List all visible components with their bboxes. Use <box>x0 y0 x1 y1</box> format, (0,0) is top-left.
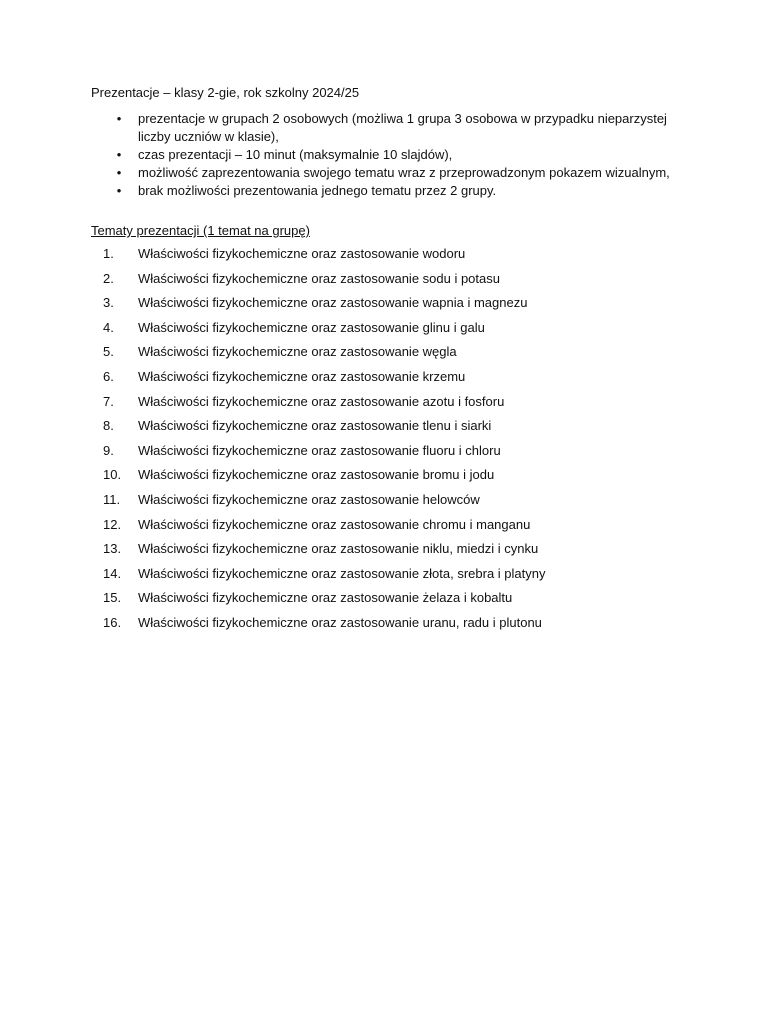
topic-text: Właściwości fizykochemiczne oraz zastosowanie uranu, radu i plutonu <box>138 614 542 630</box>
topic-number: 3. <box>103 295 114 311</box>
topic-number: 14. <box>103 565 122 581</box>
topic-text: Właściwości fizykochemiczne oraz zastosowanie glinu i galu <box>138 319 485 335</box>
topic-item <box>91 294 691 312</box>
topic-text: Właściwości fizykochemiczne oraz zastosowanie żelaza i kobaltu <box>138 590 513 606</box>
document-title: Prezentacje – klasy 2-gie, rok szkolny 2024/25 <box>91 85 360 100</box>
topic-item <box>91 614 691 632</box>
topic-text: Właściwości fizykochemiczne oraz zastosowanie tlenu i siarki <box>138 418 492 434</box>
topic-text: Właściwości fizykochemiczne oraz zastosowanie krzemu <box>138 368 466 384</box>
topic-text: Właściwości fizykochemiczne oraz zastosowanie bromu i jodu <box>138 467 495 483</box>
topics-list <box>91 245 691 632</box>
bullet-icon: • <box>116 165 122 180</box>
topic-text: Właściwości fizykochemiczne oraz zastosowanie wodoru <box>138 246 466 261</box>
topic-number: 13. <box>103 541 122 557</box>
topic-item <box>91 245 691 263</box>
topic-item <box>91 368 691 386</box>
topic-text: Właściwości fizykochemiczne oraz zastosowanie helowców <box>138 491 480 507</box>
topic-number: 4. <box>103 319 114 335</box>
topic-text: Właściwości fizykochemiczne oraz zastosowanie azotu i fosforu <box>138 393 505 409</box>
topic-text: Właściwości fizykochemiczne oraz zastosowanie chromu i manganu <box>138 516 531 532</box>
topic-text: Właściwości fizykochemiczne oraz zastosowanie złota, srebra i platyny <box>138 565 546 581</box>
topic-item <box>91 270 691 288</box>
topic-number: 7. <box>103 393 114 409</box>
bullet-icon: • <box>116 111 122 126</box>
topic-number: 5. <box>103 344 114 360</box>
topic-text: Właściwości fizykochemiczne oraz zastosowanie sodu i potasu <box>138 270 500 286</box>
rule-text: możliwość zaprezentowania swojego tematu wraz z przeprowadzonym pokazem wizualnym, <box>138 165 670 180</box>
topic-item <box>91 516 691 534</box>
rule-item <box>91 110 691 146</box>
rule-item <box>91 146 691 164</box>
topic-item <box>91 540 691 558</box>
rule-text: czas prezentacji – 10 minut (maksymalnie 10 slajdów), <box>138 147 453 162</box>
topic-number: 1. <box>103 246 114 261</box>
rules-list <box>91 110 691 200</box>
rule-text: prezentacje w grupach 2 osobowych (możliwa 1 grupa 3 osobowa w przypadku nieparzystej liczby uczniów w klasie), <box>138 111 667 144</box>
topic-number: 11. <box>103 491 121 507</box>
topic-item <box>91 343 691 361</box>
bullet-icon: • <box>116 183 122 198</box>
topic-item <box>91 565 691 583</box>
topic-item <box>91 393 691 411</box>
topic-item <box>91 417 691 435</box>
document-body <box>91 84 691 639</box>
topic-text: Właściwości fizykochemiczne oraz zastosowanie fluoru i chloru <box>138 442 501 458</box>
topic-item <box>91 589 691 607</box>
topic-item <box>91 442 691 460</box>
topic-text: Właściwości fizykochemiczne oraz zastosowanie węgla <box>138 344 457 360</box>
topic-number: 2. <box>103 270 114 286</box>
bullet-icon: • <box>116 147 122 162</box>
topic-number: 8. <box>103 418 114 434</box>
topic-item <box>91 466 691 484</box>
rule-item <box>91 164 691 182</box>
topic-number: 15. <box>103 590 122 606</box>
topic-number: 9. <box>103 442 114 458</box>
topics-heading: Tematy prezentacji (1 temat na grupę) <box>91 223 310 238</box>
topic-item <box>91 319 691 337</box>
topic-number: 12. <box>103 516 122 532</box>
topic-text: Właściwości fizykochemiczne oraz zastosowanie wapnia i magnezu <box>138 295 528 311</box>
topic-text: Właściwości fizykochemiczne oraz zastosowanie niklu, miedzi i cynku <box>138 541 539 557</box>
topic-number: 10. <box>103 467 122 483</box>
rule-item <box>91 182 691 200</box>
topic-number: 6. <box>103 368 114 384</box>
topic-number: 16. <box>103 614 122 630</box>
rule-text: brak możliwości prezentowania jednego tematu przez 2 grupy. <box>138 183 497 198</box>
topic-item <box>91 491 691 509</box>
